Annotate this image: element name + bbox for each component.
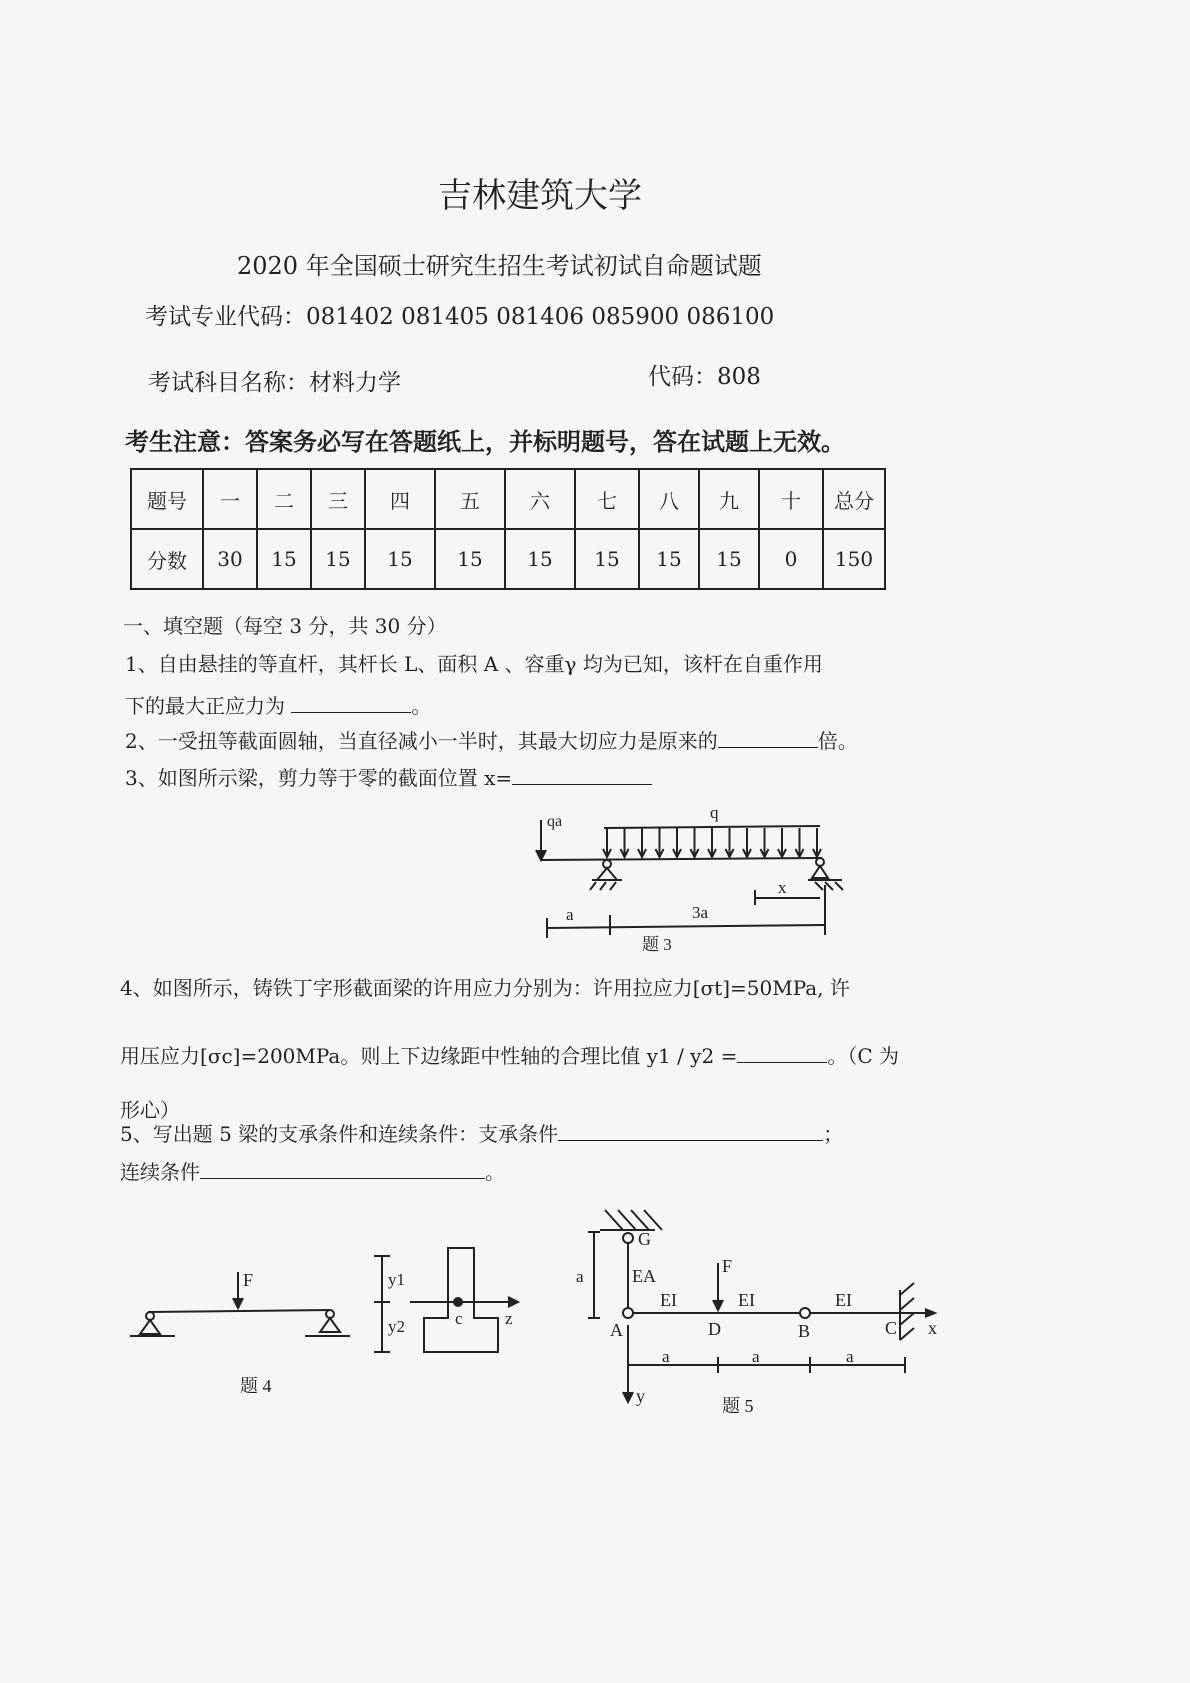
header-cell: 五 (435, 469, 505, 529)
figure-caption: 题 5 (722, 1396, 754, 1416)
label-EI: EI (660, 1290, 677, 1310)
header-cell: 六 (505, 469, 575, 529)
label-A: A (610, 1320, 623, 1340)
dim-a: a (662, 1347, 670, 1366)
q4-text: 用压应力[σc]=200MPa。则上下边缘距中性轴的合理比值 y1 / y2 = (120, 1044, 738, 1068)
question-1: 1、自由悬挂的等直杆，其杆长 L、面积 A 、容重γ 均为已知，该杆在自重作用 (125, 652, 823, 676)
label-D: D (708, 1319, 721, 1339)
subject-name: 考试科目名称：材料力学 (148, 370, 401, 396)
q2-end: 倍。 (817, 729, 858, 753)
header-cell: 三 (311, 469, 365, 529)
dim-a: a (752, 1347, 760, 1366)
figure-caption: 题 3 (642, 935, 672, 954)
figure-4 (130, 1248, 518, 1396)
q2-text: 2、一受扭等截面圆轴，当直径减小一半时，其最大切应力是原来的 (125, 729, 718, 753)
label-EI: EI (738, 1290, 755, 1310)
subject-code: 代码：808 (648, 364, 761, 390)
q5-text-2: 连续条件 (120, 1160, 200, 1184)
candidate-notice: 考生注意：答案务必写在答题纸上，并标明题号，答在试题上无效。 (125, 427, 845, 456)
label-C: C (885, 1318, 898, 1338)
question-4: 4、如图所示，铸铁丁字形截面梁的许用应力分别为：许用拉应力[σt]=50MPa, 许 (120, 976, 850, 1000)
score-cell: 0 (759, 529, 823, 589)
header-cell: 题号 (131, 469, 203, 529)
distributed-load-arrow (761, 828, 769, 857)
label-G: G (638, 1229, 651, 1249)
header-cell: 一 (203, 469, 257, 529)
q3-text: 3、如图所示梁，剪力等于零的截面位置 x= (125, 766, 513, 790)
dim-a: a (566, 905, 574, 924)
label-centroid-c: c (455, 1309, 463, 1328)
score-cell: 150 (823, 529, 885, 589)
dim-x: x (778, 878, 787, 897)
header-cell: 十 (759, 469, 823, 529)
label-z: z (505, 1309, 513, 1328)
figure-3 (536, 803, 843, 954)
header-cell: 总分 (823, 469, 885, 529)
distributed-load-arrow (621, 828, 629, 857)
header-cell: 八 (639, 469, 699, 529)
load-label-q: q (710, 803, 719, 822)
q5-end: 。 (485, 1160, 505, 1184)
load-label-qa: qa (547, 813, 563, 830)
header-cell: 二 (257, 469, 311, 529)
q5-text: 5、写出题 5 梁的支承条件和连续条件：支承条件 (120, 1122, 559, 1146)
distributed-load-arrow (813, 828, 821, 857)
major-codes: 考试专业代码：081402 081405 081406 085900 086100 (145, 304, 775, 330)
distributed-load-arrow (796, 828, 804, 857)
q1-text: 下的最大正应力为 (125, 694, 285, 718)
dim-a: a (576, 1267, 584, 1286)
header-cell: 七 (575, 469, 639, 529)
distributed-load-arrow (656, 828, 664, 857)
q5-semicolon: ； (823, 1122, 844, 1146)
dim-a: a (846, 1347, 854, 1366)
score-cell: 15 (505, 529, 575, 589)
score-cell: 15 (575, 529, 639, 589)
distributed-load-arrow (603, 828, 611, 857)
axis-x: x (928, 1318, 937, 1338)
score-cell: 30 (203, 529, 257, 589)
label-EA: EA (632, 1266, 656, 1286)
q4-text-2: 。（C 为 (827, 1044, 899, 1068)
exam-subtitle: 2020 年全国硕士研究生招生考试初试自命题试题 (237, 252, 762, 280)
section-title: 一、填空题（每空 3 分，共 30 分） (123, 614, 447, 638)
distributed-load-arrow (691, 828, 699, 857)
score-cell: 15 (699, 529, 759, 589)
score-cell: 分数 (131, 529, 203, 589)
dim-3a: 3a (692, 903, 709, 922)
force-F: F (722, 1256, 733, 1276)
distributed-load-arrow (778, 828, 786, 857)
score-cell: 15 (257, 529, 311, 589)
label-y1: y1 (388, 1270, 405, 1289)
distributed-load-arrow (673, 828, 681, 857)
label-EI: EI (835, 1290, 852, 1310)
distributed-load-arrow (638, 828, 646, 857)
distributed-load-arrow (726, 828, 734, 857)
label-B: B (798, 1321, 811, 1341)
score-cell: 15 (435, 529, 505, 589)
score-cell: 15 (365, 529, 435, 589)
q1-end: 。 (411, 694, 432, 718)
header-cell: 四 (365, 469, 435, 529)
force-F: F (243, 1270, 254, 1290)
university-title: 吉林建筑大学 (438, 176, 642, 216)
distributed-load-arrow (743, 828, 751, 857)
figure-5 (576, 1210, 937, 1416)
score-cell: 15 (639, 529, 699, 589)
header-cell: 九 (699, 469, 759, 529)
label-y2: y2 (388, 1317, 405, 1336)
question-4-end: 形心） (120, 1098, 180, 1122)
figure-caption: 题 4 (240, 1376, 272, 1396)
distributed-load-arrow (708, 828, 716, 857)
axis-y: y (636, 1386, 645, 1406)
score-cell: 15 (311, 529, 365, 589)
